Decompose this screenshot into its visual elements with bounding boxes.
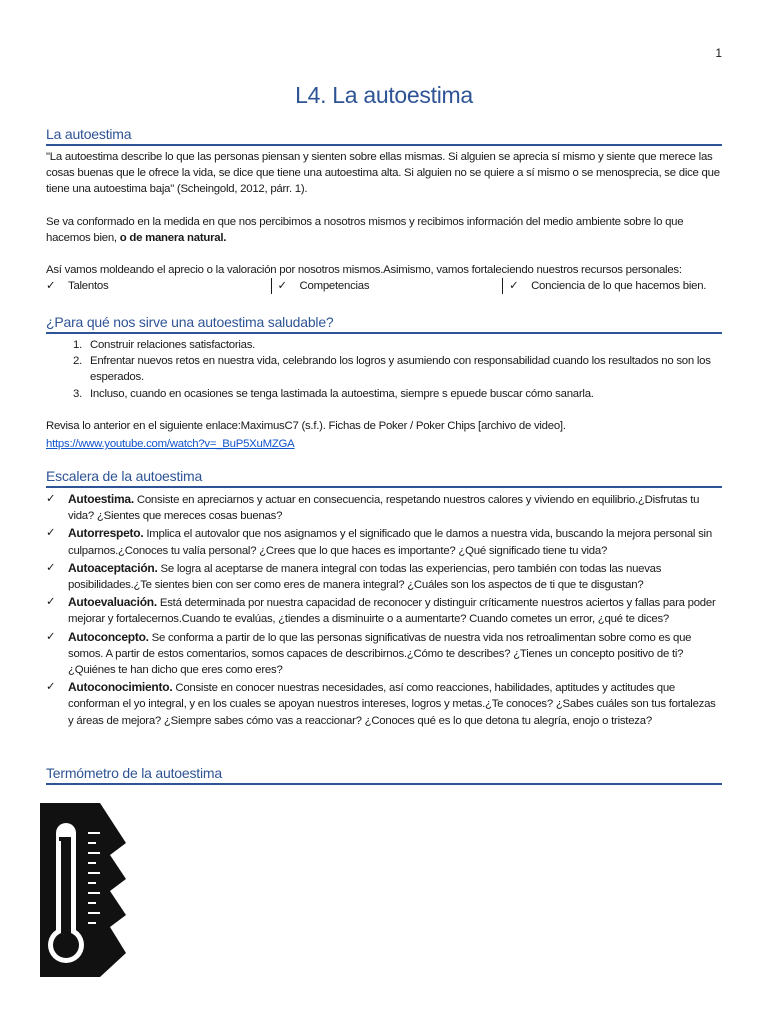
check-label: Competencias — [299, 280, 370, 293]
check-icon: ✓ — [46, 630, 56, 643]
list-number: 3. — [73, 387, 82, 400]
check-label: Conciencia de lo que hacemos bien. — [531, 280, 707, 293]
list-term: Autoconocimiento. — [68, 680, 173, 695]
list-item — [46, 337, 722, 353]
list-text: Consiste en conocer nuestras necesidades, así como reacciones, habilidades, aptitudes y actitudes que conforman el yo integral, y en los cuales se apoyan nuestros intereses, logros y metas.¿Te conoces? ¿Sabes cuáles son tus fortalezas y áreas de mejora? ¿Siempre sabes cómo vas a reaccionar? ¿Conoces qué es lo que detona tu alegría, enojo o tristeza? — [68, 682, 716, 727]
section-heading: Escalera de la autoestima — [46, 468, 722, 488]
check-icon: ✓ — [46, 527, 56, 540]
list-term: Autoestima. — [68, 492, 134, 506]
list-item — [46, 629, 722, 679]
list-text: Incluso, cuando en ocasiones se tenga lastimada la autoestima, siempre s epuede buscar cómo sanarla. — [90, 387, 594, 400]
quote-paragraph: "La autoestima describe lo que las personas piensan y sienten sobre ellas mismas. Si alguien se aprecia sí mismo y siente que merece las cosas buenas que le ofrece la vida, se dice que tiene una autoestima alta. Si alguien no se quiere a sí mismo o se menosprecia, se dice que tiene una autoestima baja" (Scheingold, 2012, párr. 1). — [46, 151, 720, 196]
list-text: Construir relaciones satisfactorias. — [90, 339, 256, 351]
list-text: Consiste en apreciarnos y actuar en consecuencia, respetando nuestros calores y viviendo en equilibrio.¿Disfrutas tu vida? ¿Sientes que mereces cosas buenas? — [68, 494, 700, 523]
list-term: Autorrespeto. — [68, 526, 144, 541]
section-termometro — [46, 765, 722, 788]
check-item — [271, 278, 503, 294]
formation-text: Se va conformado en la medida en que nos percibimos a nosotros mismos y recibimos información del medio ambiente sobre lo que hacemos bien, — [46, 215, 684, 244]
list-item — [46, 353, 722, 385]
list-item — [46, 386, 722, 402]
section-escalera — [46, 468, 722, 730]
list-item — [46, 679, 722, 729]
check-icon: ✓ — [46, 681, 56, 694]
check-item — [46, 278, 271, 294]
check-icon: ✓ — [509, 280, 519, 293]
stairs-list — [46, 491, 722, 729]
list-text: Se conforma a partir de lo que las personas significativas de nuestra vida nos retroalimentan sobre como es que somos. A partir de estos comentarios, somos capaces de describirnos.¿Cómo te describes? ¿Tienes un concepto positivo de ti? ¿Quiénes te han dicho que eres como eres? — [68, 631, 692, 677]
list-term: Autoevaluación. — [68, 595, 157, 610]
resources-checklist — [46, 278, 722, 294]
list-text: Se logra al aceptarse de manera integral con todas las experiencias, pero también con todas las nuevas posibilidades.¿Te sientes bien con ser como eres de manera integral? ¿Cuáles son los aspectos de ti que te disgustan? — [68, 562, 662, 592]
list-term: Autoaceptación. — [68, 560, 158, 575]
check-label: Talentos — [68, 280, 109, 293]
benefits-list — [46, 337, 722, 402]
check-icon: ✓ — [46, 596, 56, 609]
section-para-que-sirve — [46, 314, 722, 452]
list-item — [46, 594, 722, 627]
section-heading: La autoestima — [46, 126, 722, 146]
list-term: Autoconcepto. — [68, 629, 149, 644]
page-number: 1 — [715, 46, 722, 60]
list-item — [46, 560, 722, 593]
section-la-autoestima — [46, 126, 722, 294]
check-item — [502, 278, 722, 294]
list-text: Está determinada por nuestra capacidad de reconocer y distinguir críticamente nuestros aciertos y fallas para poder mejorar y fortalecernos.Cuando te evalúas, ¿tiendes a disminuirte o a aumentarte? Cuando cometes un error, ¿qué te dices? — [68, 597, 716, 626]
thermometer-icon — [40, 803, 126, 977]
list-text: Enfrentar nuevos retos en nuestra vida, celebrando los logros y asumiendo con responsabilidad cuando los resultados no son los esperados. — [90, 355, 711, 384]
check-icon: ✓ — [277, 280, 287, 293]
check-icon: ✓ — [46, 280, 56, 293]
list-number: 2. — [73, 355, 82, 368]
section-heading: Termómetro de la autoestima — [46, 765, 722, 785]
check-icon: ✓ — [46, 561, 56, 574]
list-item — [46, 491, 722, 524]
check-icon: ✓ — [46, 493, 56, 505]
list-item — [46, 525, 722, 558]
formation-paragraph — [46, 214, 722, 246]
section-heading: ¿Para qué nos sirve una autoestima saludable? — [46, 314, 722, 334]
video-reference: Revisa lo anterior en el siguiente enlace:MaximusC7 (s.f.). Fichas de Poker / Poker Chips [archivo de video]. — [46, 419, 566, 432]
youtube-link[interactable]: https://www.youtube.com/watch?v=_BuP5XuMZGA — [46, 438, 295, 451]
page-title: L4. La autoestima — [295, 82, 473, 108]
formation-bold-text: o de manera natural. — [119, 231, 227, 244]
list-text: Implica el autovalor que nos asignamos y el significado que le damos a nuestra vida, buscando la mejora personal sin culparnos.¿Conoces tu valía personal? ¿Crees que lo que haces es importante? ¿Qué significado tiene tu vida? — [68, 528, 712, 557]
resources-paragraph: Así vamos moldeando el aprecio o la valoración por nosotros mismos.Asimismo, vamos fortaleciendo nuestros recursos personales: — [46, 264, 682, 277]
list-number: 1. — [73, 339, 82, 351]
